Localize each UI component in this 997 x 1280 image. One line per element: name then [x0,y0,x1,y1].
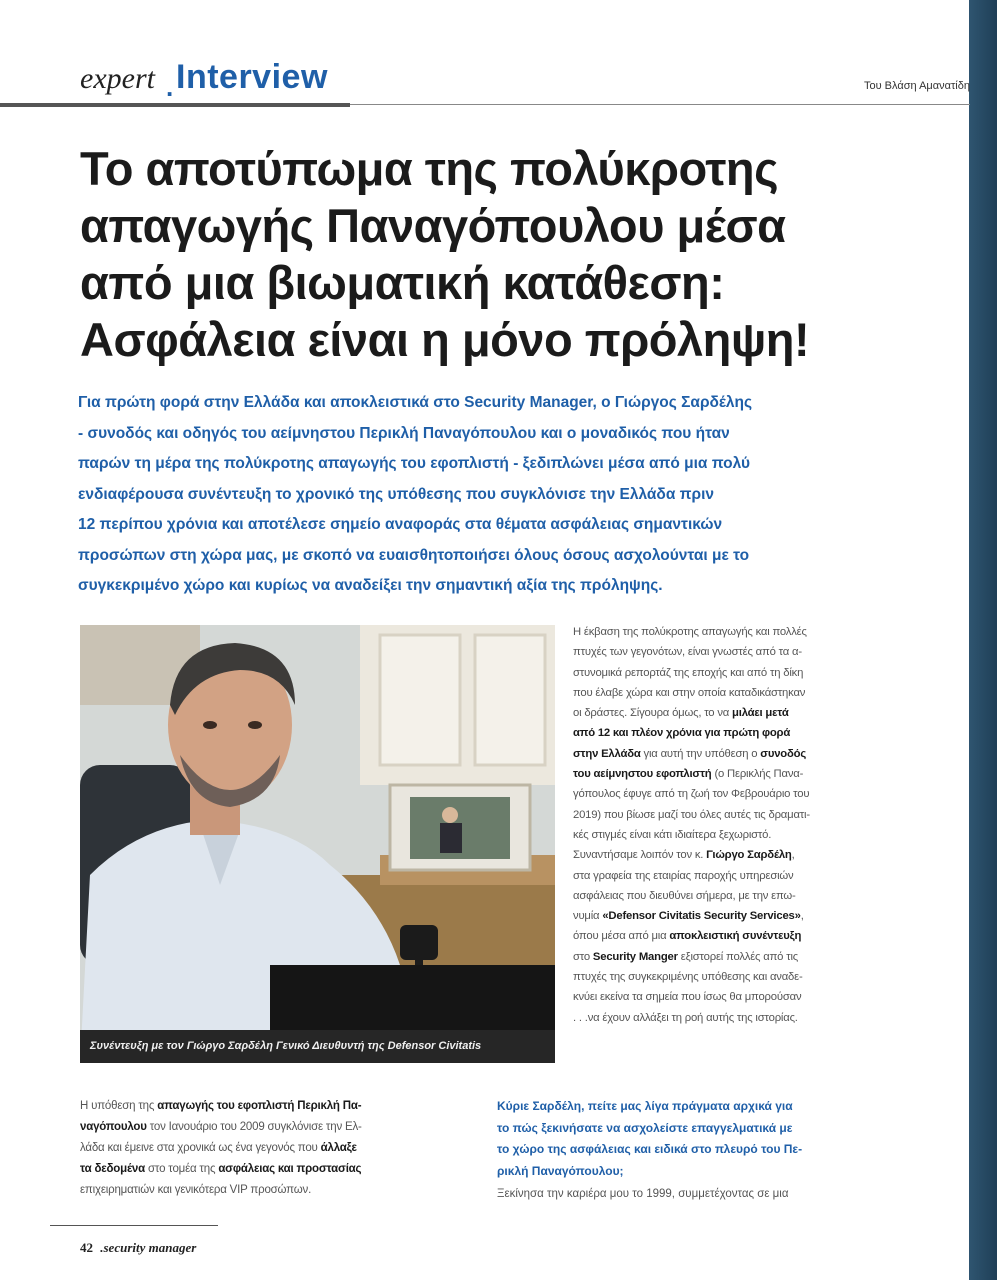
text-run: όπου μέσα από μια [573,930,670,943]
magazine-name: .security manager [100,1240,197,1255]
text-line [573,967,893,987]
title-line: απαγωγής Παναγόπουλου μέσα [80,199,786,252]
text-run: κνύει εκείνα τα σημεία που ίσως θα μπορούσαν [573,991,802,1004]
lead-line: 12 περίπου χρόνια και αποτέλεσε σημείο αναφοράς στα θέματα ασφάλειας σημαντικών [78,516,723,533]
text-run: κές στιγμές είναι κάτι ιδιαίτερα ξεχωριστό. [573,828,772,841]
text-run: για αυτή την υπόθεση ο [640,747,761,760]
text-run: γόπουλος έφυγε από τη ζωή τον Φεβρουάριο του [573,788,810,801]
text-run: στυνομικά ρεπορτάζ της εποχής και από τη δίκη [573,666,804,679]
text-line [573,886,893,906]
intro-paragraph [80,1096,475,1201]
text-line [573,1008,893,1028]
bold-text: του αείμνηστου εφοπλιστή [573,768,712,781]
section-header [80,58,970,102]
text-line [573,764,893,784]
text-run: στο [573,950,593,963]
text-line [80,1159,475,1180]
text-line [80,1117,475,1138]
text-run: Η έκβαση της πολύκροτης απαγωγής και πολλές [573,626,807,638]
interview-question [497,1096,897,1182]
section-title: Interview [176,58,328,96]
text-line [573,805,893,825]
text-line [573,744,893,764]
bold-text: από 12 και πλέον χρόνια για πρώτη φορά [573,727,791,740]
bold-text: «Defensor Civitatis Security Services» [602,910,801,923]
text-line [573,926,893,946]
text-run: (ο Περικλής Πανα- [711,768,804,781]
text-line [80,1180,475,1201]
text-line [573,703,893,723]
text-run: νυμία [573,910,603,923]
interview-answer: Ξεκίνησα την καριέρα μου το 1999, συμμετέχοντας σε μια [497,1188,789,1200]
byline: Του Βλάση Αμανατίδη [863,80,970,92]
question-line: Κύριε Σαρδέλη, πείτε μας λίγα πράγματα αρχικά για [497,1099,793,1113]
footer-rule [50,1225,218,1226]
text-run: Η υπόθεση της [80,1100,158,1112]
title-line: από μια βιωματική κατάθεση: [80,256,725,309]
bold-text: Security Manger [592,950,678,963]
lead-line: Για πρώτη φορά στην Ελλάδα και αποκλειστικά στο Security Manager, ο Γιώργος Σαρδέλης [78,394,753,411]
text-line [573,642,893,662]
lead-line: - συνοδός και οδηγός του αείμνηστου Περικλή Παναγόπουλου και ο μοναδικός που ήταν [78,424,730,442]
text-line [573,906,893,926]
question-line: ρικλή Παναγόπουλου; [497,1163,624,1178]
text-line [573,987,893,1007]
bold-text: ναγόπουλου [80,1121,147,1133]
text-run: ασφάλειας που διευθύνει σήμερα, με την επω- [573,889,796,902]
text-line [573,866,893,886]
text-line [573,663,893,683]
page-footer [80,1240,196,1256]
page-number: 42 [80,1240,93,1255]
bold-text: συνοδός [760,747,807,760]
question-line: το χώρο της ασφάλειας και ειδικά στο πλευρό του Πε- [497,1142,803,1156]
text-line [80,1138,475,1159]
bold-text: απαγωγής του εφοπλιστή Περικλή Πα- [157,1100,362,1112]
text-run: που έλαβε χώρα και στην οποία καταδικάστηκαν [573,686,806,699]
bold-text: άλλαξε [320,1142,357,1154]
lead-line: ενδιαφέρουσα συνέντευξη το χρονικό της υπόθεσης που συγκλόνισε την Ελλάδα πριν [78,485,715,503]
title-line: Ασφάλεια είναι η μόνο πρόληψη! [80,313,810,366]
text-run: , [791,849,795,862]
bold-text: ασφάλειας και προστασίας [218,1163,362,1175]
text-line [573,845,893,865]
question-line: το πώς ξεκινήσατε να ασχολείστε επαγγελματικά με [497,1120,793,1135]
text-run: στα γραφεία της εταιρίας παροχής υπηρεσιών [573,869,794,882]
text-line [573,825,893,845]
article-title [80,140,940,368]
text-line [573,723,893,743]
right-column-text [573,622,893,1028]
section-dot: . [166,72,174,102]
lead-line: παρών τη μέρα της πολύκροτης απαγωγής του εφοπλιστή - ξεδιπλώνει μέσα από μια πολύ [78,455,751,472]
section-prefix: expert [80,62,155,95]
text-run: τον Ιανουάριο του 2009 συγκλόνισε την Ελ- [146,1121,362,1133]
text-run: Συναντήσαμε λοιπόν τον κ. [573,849,707,862]
header-rule [0,103,350,107]
text-line [573,683,893,703]
bold-text: μιλάει μετά [732,707,789,720]
page-edge-strip [969,0,997,1280]
text-run: πτυχές της συγκεκριμένης υπόθεσης και αναδε- [573,971,803,984]
text-run: 2019) που βίωσε μαζί του όλες αυτές τις δραματι- [573,808,810,821]
text-run: επιχειρηματιών και γενικότερα VIP προσώπων. [80,1184,312,1196]
bold-text: αποκλειστική συνέντευξη [669,930,802,943]
lead-line: προσώπων στη χώρα μας, με σκοπό να ευαισθητοποιήσει όλους όσους ασχολούνται με το [78,546,750,564]
title-line: Το αποτύπωμα της πολύκροτης [80,142,779,195]
text-run: πτυχές των γεγονότων, είναι γνωστές από τα α- [573,646,802,659]
text-line [573,622,893,642]
text-run: λάδα και έμεινε στα χρονικά ως ένα γεγονός που [80,1142,321,1154]
bold-text: Γιώργο Σαρδέλη [706,849,792,862]
text-line [573,947,893,967]
photo-caption: Συνέντευξη με τον Γιώργο Σαρδέλη Γενικό Διευθυντή της Defensor Civitatis [80,1030,555,1063]
text-run: οι δράστες. Σίγουρα όμως, το να [573,707,733,720]
text-run: εξιστορεί πολλές από τις [677,950,799,963]
interview-photo [80,625,555,1063]
header-rule-thin [350,104,970,105]
lead-paragraph [78,388,898,602]
text-run: . . .να έχουν αλλάξει τη ροή αυτής της ιστορίας. [573,1011,798,1024]
text-line [573,784,893,804]
text-run: , [800,910,804,923]
bold-text: στην Ελλάδα [573,747,641,760]
bold-text: τα δεδομένα [80,1163,145,1175]
text-line [80,1096,475,1117]
text-run: στο τομέα της [145,1163,219,1175]
lead-line: συγκεκριμένο χώρο και κυρίως να αναδείξει την σημαντική αξία της πρόληψης. [78,577,663,594]
